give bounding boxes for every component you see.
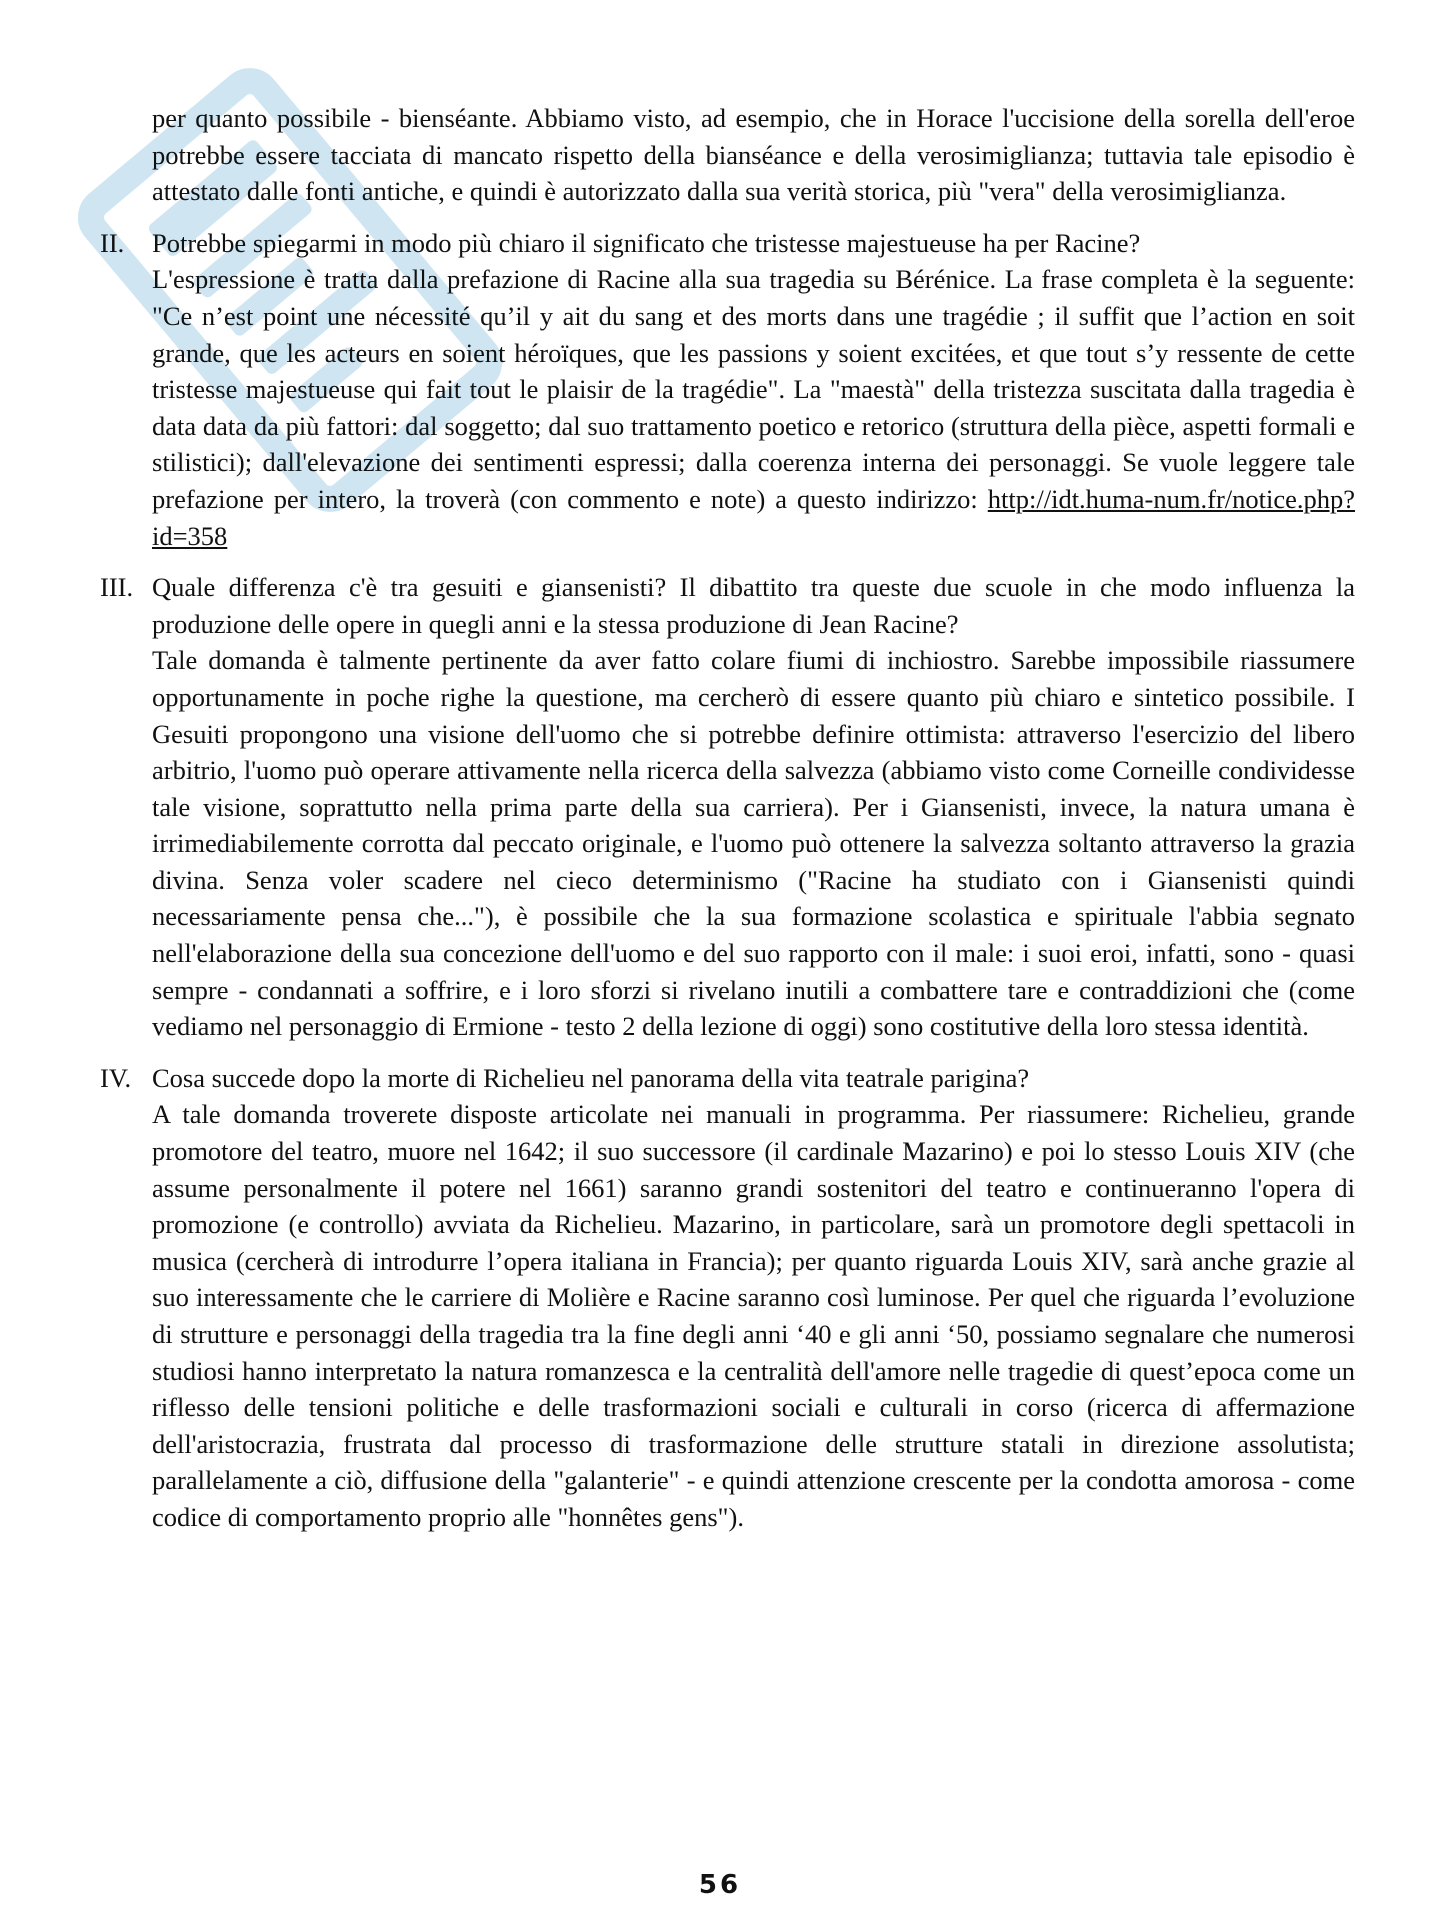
item-answer xyxy=(152,261,1355,554)
item-body xyxy=(152,569,1355,1045)
item-question: Quale differenza c'è tra gesuiti e giansenisti? Il dibattito tra queste due scuole in che modo influenza la produzione delle opere in quegli anni e la stessa produzione di Jean Racine? xyxy=(152,572,1355,639)
preface-link[interactable]: http://idt.huma-num.fr/notice.php?id=358 xyxy=(152,483,1356,551)
item-answer: A tale domanda troverete disposte articolate nei manuali in programma. Per riassumere: Richelieu, grande promotore del teatro, muore nel 1642; il suo successore (il cardinale Mazarino) e poi lo stesso Louis XIV (che assume personalmente il potere nel 1661) saranno grandi sostenitori del teatro e continueranno l'opera di promozione (e controllo) avviata da Richelieu. Mazarino, in particolare, sarà un promotore degli spettacoli in musica (cercherà di introdurre l’opera italiana in Francia); per quanto riguarda Louis XIV, sarà anche grazie al suo interessamente che le carriere di Molière e Racine saranno così luminose. Per quel che riguarda l’evoluzione di strutture e personaggi della tragedia tra la fine degli anni ‘40 e gli anni ‘50, possiamo segnalare che numerosi studiosi hanno interpretato la natura romanzesca e la centralità dell'amore nelle tragedie di quest’epoca come un riflesso delle tensioni politiche e delle trasformazioni sociali e culturali in corso (ricerca di affermazione dell'aristocrazia, frustrata dal processo di trasformazione delle strutture statali in direzione assolutista; parallelamente a ciò, diffusione della "galanterie" - e quindi attenzione crescente per la condotta amorosa - come codice di comportamento proprio alle "honnêtes gens"). xyxy=(152,1099,1355,1532)
item-answer-text: L'espressione è tratta dalla prefazione di Racine alla sua tragedia su Bérénice. La frase completa è la seguente: "Ce n’est point une nécessité qu’il y ait du sang et des morts dans une tragédie ; il suffit que l’action en soit grande, que les acteurs en soient héroïques, que les passions y soient excitées, et que tout s’y ressente de cette tristesse majestueuse qui fait tout le plaisir de la tragédie". La "maestà" della tristezza suscitata dalla tragedia è data data da più fattori: dal soggetto; dal suo trattamento poetico e retorico (struttura della pièce, aspetti formali e stilistici); dall'elevazione dei sentimenti espressi; dalla coerenza interna dei personaggi. Se vuole leggere tale prefazione per intero, la troverà (con commento e note) a questo indirizzo: xyxy=(152,264,1355,514)
item-numeral: III. xyxy=(100,572,134,603)
list-item-iii xyxy=(100,569,1355,1045)
list-item-ii xyxy=(100,225,1355,554)
item-numeral: IV. xyxy=(100,1062,132,1093)
list-item-iv xyxy=(100,1060,1355,1536)
intro-paragraph: per quanto possibile - bienséante. Abbiamo visto, ad esempio, che in Horace l'uccisione della sorella dell'eroe potrebbe essere tacciata di mancato rispetto della bianséance e della verosimiglianza; tuttavia tale episodio è attestato dalle fonti antiche, e quindi è autorizzato dalla sua verità storica, più "vera" della verosimiglianza. xyxy=(152,103,1355,207)
page-number: 56 xyxy=(698,1870,742,1900)
item-question: Cosa succede dopo la morte di Richelieu nel panorama della vita teatrale parigina? xyxy=(152,1062,1030,1093)
item-question: Potrebbe spiegarmi in modo più chiaro il significato che tristesse majestueuse ha per Racine? xyxy=(152,227,1141,258)
item-body xyxy=(152,225,1355,554)
item-numeral: II. xyxy=(100,227,125,258)
document-page xyxy=(100,100,1355,1536)
item-body xyxy=(152,1060,1355,1536)
item-answer: Tale domanda è talmente pertinente da aver fatto colare fiumi di inchiostro. Sarebbe impossibile riassumere opportunamente in poche righe la questione, ma cercherò di essere quanto più chiaro e sintetico possibile. I Gesuiti propongono una visione dell'uomo che si potrebbe definire ottimista: attraverso l'esercizio del libero arbitrio, l'uomo può operare attivamente nella ricerca della salvezza (abbiamo visto come Corneille condividesse tale visione, soprattutto nella prima parte della sua carriera). Per i Giansenisti, invece, la natura umana è irrimediabilemente corrotta dal peccato originale, e l'uomo può ottenere la salvezza soltanto attraverso la grazia divina. Senza voler scadere nel cieco determinismo ("Racine ha studiato con i Giansenisti quindi necessariamente pensa che..."), è possibile che la sua formazione scolastica e spirituale l'abbia segnato nell'elaborazione della sua concezione dell'uomo e del suo rapporto con il male: i suoi eroi, infatti, sono - quasi sempre - condannati a soffrire, e i loro sforzi si rivelano inutili a combattere tare e contraddizioni che (come vediamo nel personaggio di Ermione - testo 2 della lezione di oggi) sono costitutive della loro stessa identità. xyxy=(152,645,1355,1042)
